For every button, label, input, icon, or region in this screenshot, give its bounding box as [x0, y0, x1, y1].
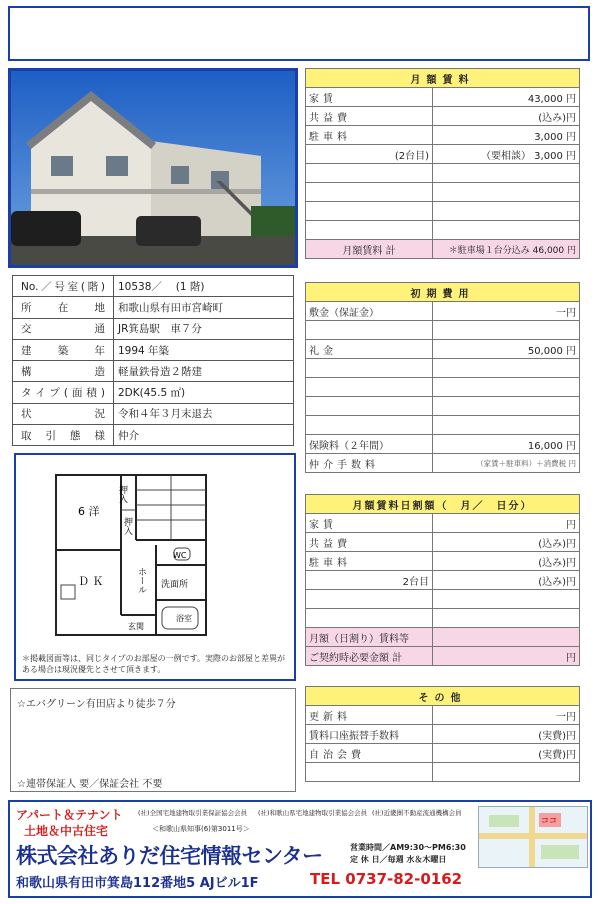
spec-value: 10538／ (1 階)	[114, 276, 294, 297]
row-label: 賃料口座振替手数料	[306, 725, 433, 744]
notes-box	[10, 688, 296, 792]
row-value: 円	[433, 647, 580, 666]
spec-label: 構造	[13, 361, 114, 382]
row-value: (込み)円	[433, 533, 580, 552]
spec-label: No.／号室(階)	[13, 276, 114, 297]
initial-cost-table	[305, 282, 580, 473]
room-label: 玄関	[128, 622, 144, 631]
section-title: 月額賃料	[306, 69, 580, 88]
business-hours: 営業時間／AM9:30～PM6:30	[350, 843, 466, 852]
floor-plan-drawing	[16, 455, 294, 679]
license-number: ＜和歌山県知事(6)第3011号＞	[152, 825, 250, 833]
row-value: 43,000 円	[433, 88, 580, 107]
row-value: (実費)円	[433, 725, 580, 744]
row-label: 2台目	[306, 571, 433, 590]
row-label: 家賃	[306, 88, 433, 107]
note-line: ☆エバグリーン有田店より徒歩７分	[17, 699, 176, 710]
row-label: 更新料	[306, 706, 433, 725]
row-value: (実費)円	[433, 744, 580, 763]
spec-value: 和歌山県有田市宮崎町	[114, 297, 294, 318]
row-label: 共益費	[306, 107, 433, 126]
slogan: アパート＆テナント	[16, 808, 123, 822]
floor-plan-note: ＊掲載図面等は、同じタイプのお部屋の一例です。実際のお部屋と差異がある場合は現況優先とさせて頂きます。	[22, 654, 285, 674]
spec-value: 2DK(45.5 ㎡)	[114, 382, 294, 403]
room-label: 6 洋	[78, 505, 100, 518]
monthly-rent-table	[305, 68, 580, 259]
association: (社)近畿圏不動産流通機構会員	[372, 809, 462, 817]
spec-value: 軽量鉄骨造２階建	[114, 361, 294, 382]
row-label: 家賃	[306, 514, 433, 533]
row-value: （要相談） 3,000 円	[433, 145, 580, 164]
room-label: 押入	[122, 517, 132, 535]
row-label: 礼金	[306, 340, 433, 359]
row-value: （家賃＋駐車料）＋消費税 円	[433, 454, 580, 473]
daily-rent-table	[305, 494, 580, 666]
row-value: ＊駐車場１台分込み 46,000 円	[433, 240, 580, 259]
room-label: 洗面所	[161, 580, 189, 590]
row-value: (込み)円	[433, 571, 580, 590]
header-blank-box	[8, 6, 590, 61]
spec-label: 所在地	[13, 297, 114, 318]
row-label: ご契約時必要金額 計	[306, 647, 433, 666]
room-label: ホール	[136, 567, 146, 594]
phone-number: TEL 0737-82-0162	[310, 870, 463, 888]
row-value: 一円	[433, 302, 580, 321]
spec-label: 交通	[13, 318, 114, 339]
slogan: 土地＆中古住宅	[24, 824, 109, 838]
row-value: 50,000 円	[433, 340, 580, 359]
property-spec-table	[12, 275, 294, 446]
row-label: 共益費	[306, 533, 433, 552]
other-cost-table	[305, 686, 580, 782]
row-value: (込み)円	[433, 107, 580, 126]
section-title: 初期費用	[306, 283, 580, 302]
section-title: 月額賃料日割額（ 月／ 日分）	[306, 495, 580, 514]
row-label: 自治会費	[306, 744, 433, 763]
row-label: (2台目)	[306, 145, 433, 164]
spec-label: 取引態様	[13, 425, 114, 446]
floor-plan	[14, 453, 296, 681]
row-value: 一円	[433, 706, 580, 725]
row-label: 月額（日割り）賃料等	[306, 628, 433, 647]
room-label: Ｄ Ｋ	[78, 575, 104, 588]
spec-label: タイプ(面積)	[13, 382, 114, 403]
row-value: 16,000 円	[433, 435, 580, 454]
row-value: (込み)円	[433, 552, 580, 571]
note-line: ☆連帯保証人 要／保証会社 不要	[17, 779, 163, 790]
location-map	[478, 806, 588, 868]
row-label: 駐車料	[306, 126, 433, 145]
row-value: 円	[433, 514, 580, 533]
row-label: 駐車料	[306, 552, 433, 571]
room-label: WC	[173, 551, 187, 560]
spec-label: 状況	[13, 403, 114, 424]
row-value: 3,000 円	[433, 126, 580, 145]
company-address: 和歌山県有田市箕島112番地5 AJビル1F	[16, 876, 259, 891]
spec-value: 1994 年築	[114, 339, 294, 360]
association: (社)和歌山県宅地建物取引業協会会員	[258, 809, 368, 817]
company-name: 株式会社ありだ住宅情報センター	[16, 844, 323, 868]
row-label: 仲介手数料	[306, 454, 433, 473]
row-label: 月額賃料 計	[306, 240, 433, 259]
closed-days: 定 休 日／毎週 水＆木曜日	[350, 855, 447, 864]
spec-value: JR箕島駅 車７分	[114, 318, 294, 339]
association: (社)全国宅地建物取引業保証協会会員	[138, 809, 248, 817]
company-footer	[8, 800, 592, 898]
map-marker-label: ココ	[541, 816, 557, 825]
row-label: 保険料（２年間）	[306, 435, 433, 454]
section-title: その他	[306, 687, 580, 706]
room-label: 浴室	[176, 614, 192, 623]
spec-value: 令和４年３月末退去	[114, 403, 294, 424]
room-label: 押入	[117, 485, 127, 503]
spec-label: 建築年	[13, 339, 114, 360]
row-label: 敷金（保証金）	[306, 302, 433, 321]
spec-value: 仲介	[114, 425, 294, 446]
building-photo	[8, 68, 298, 268]
